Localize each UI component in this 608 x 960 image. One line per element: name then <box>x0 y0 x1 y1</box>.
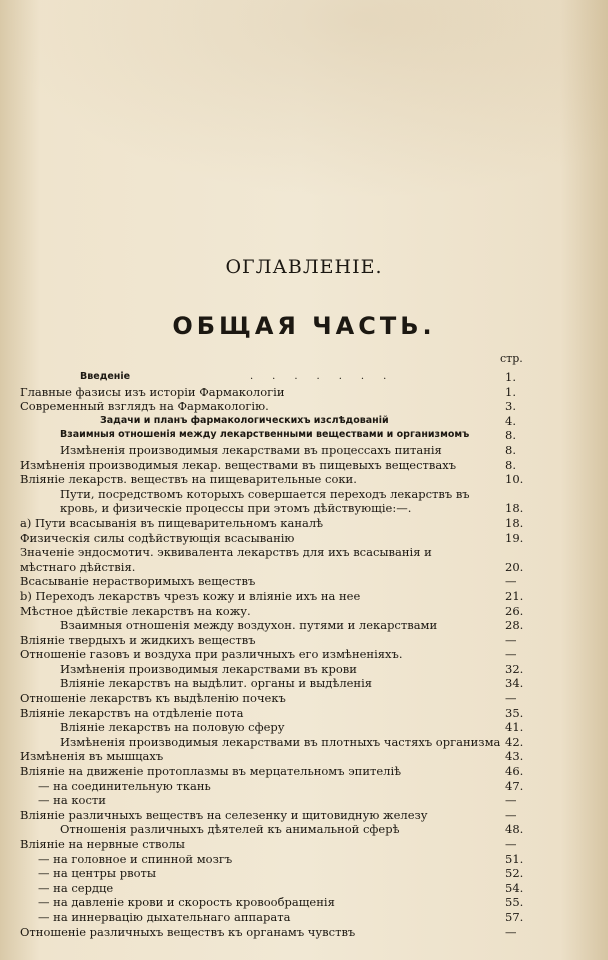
part-title: ОБЩАЯ ЧАСТЬ. <box>172 312 436 340</box>
toc-entry: Физическія силы содѣйствующія всасыванію 19. <box>20 530 524 545</box>
toc-entry: Главные фазисы изъ исторіи Фармакологіи 1. <box>20 384 516 399</box>
toc-entry: Измѣненія производимыя лекарствами въ крови 32. <box>60 661 524 676</box>
toc-entry: а) Пути всасыванія въ пищеварительномъ каналѣ 18. <box>20 515 524 530</box>
page-column-header: стр. <box>500 352 523 365</box>
toc-entry: — на соединительную ткань 47. <box>38 778 524 793</box>
toc-entry: Вліяніе лекарств. веществъ на пищеварительные соки. 10. <box>20 472 524 487</box>
toc-entry: Измѣненія въ мышцахъ 43. <box>20 749 524 764</box>
toc-entry: Измѣненія производимыя лекарствами въ плотныхъ частяхъ организма 42. <box>60 734 524 749</box>
toc-entry: — на кости — <box>38 793 517 808</box>
toc-entry: Вліяніе твердыхъ и жидкихъ веществъ — <box>20 632 517 647</box>
toc-entry: Введеніе ....... 1. <box>80 370 516 384</box>
toc-entry: Мѣстное дѣйствіе лекарствъ на кожу. 26. <box>20 603 524 618</box>
table-of-contents <box>20 370 535 939</box>
page-title: ОГЛАВЛЕНІЕ. <box>225 256 383 278</box>
toc-entry: Всасываніе нерастворимыхъ веществъ — <box>20 574 517 589</box>
toc-entry: Взаимныя отношенія между воздухон. путями и лекарствами 28. <box>60 618 524 633</box>
toc-entry: Вліяніе лекарствъ на половую сферу 41. <box>60 720 524 735</box>
toc-entry: Отношеніе лекарствъ къ выдѣленію почекъ — <box>20 691 517 706</box>
toc-entry: Измѣненія производимыя лекар. веществами въ пищевыхъ веществахъ 8. <box>20 457 516 472</box>
toc-entry: Вліяніе лекарствъ на отдѣленіе пота 35. <box>20 705 524 720</box>
toc-entry: Современный взглядъ на Фармакологію. 3. <box>20 399 516 414</box>
toc-entry: Вліяніе на движеніе протоплазмы въ мерцательномъ эпителіѣ 46. <box>20 764 524 779</box>
toc-entry: Пути, посредствомъ которыхъ совершается переходъ лекарствъ въ кровь, и физическіе процессы при этомъ дѣйствующіе:—. 18. <box>60 486 524 516</box>
toc-entry: b) Переходъ лекарствъ чрезъ кожу и вліяніе ихъ на нее 21. <box>20 588 524 603</box>
toc-entry: Вліяніе лекарствъ на выдѣлит. органы и выдѣленія 34. <box>60 676 524 691</box>
toc-entry: Измѣненія производимыя лекарствами въ процессахъ питанія 8. <box>60 442 516 457</box>
toc-entry: — на давленіе крови и скорость кровообращенія 55. <box>38 895 524 910</box>
toc-entry: Значеніе эндосмотич. эквивалента лекарствъ для ихъ всасыванія и мѣстнаго дѣйствія. 20. <box>20 545 524 574</box>
toc-entry: Взаимныя отношенія между лекарственными веществами и организмомъ 8. <box>60 428 516 443</box>
toc-entry: — на иннервацію дыхательнаго аппарата 57. <box>38 909 524 924</box>
toc-entry: Задачи и планъ фармакологическихъ изслѣдованій 4. <box>100 413 516 428</box>
toc-entry: Отношенія различныхъ дѣятелей къ анимальной сферѣ 48. <box>60 822 524 837</box>
toc-entry: Вліяніе на нервные стволы — <box>20 837 517 851</box>
toc-entry: Вліяніе различныхъ веществъ на селезенку и щитовидную железу — <box>20 807 517 822</box>
toc-entry: — на сердце 54. <box>38 880 524 895</box>
paper-stain <box>0 0 608 200</box>
toc-entry: Отношеніе газовъ и воздуха при различныхъ его измѣненіяхъ. — <box>20 647 517 662</box>
toc-entry: — на головное и спинной мозгъ 51. <box>38 851 524 866</box>
toc-entry: — на центры рвоты 52. <box>38 866 524 881</box>
toc-entry: Отношеніе различныхъ веществъ къ органамъ чувствъ — <box>20 924 517 939</box>
